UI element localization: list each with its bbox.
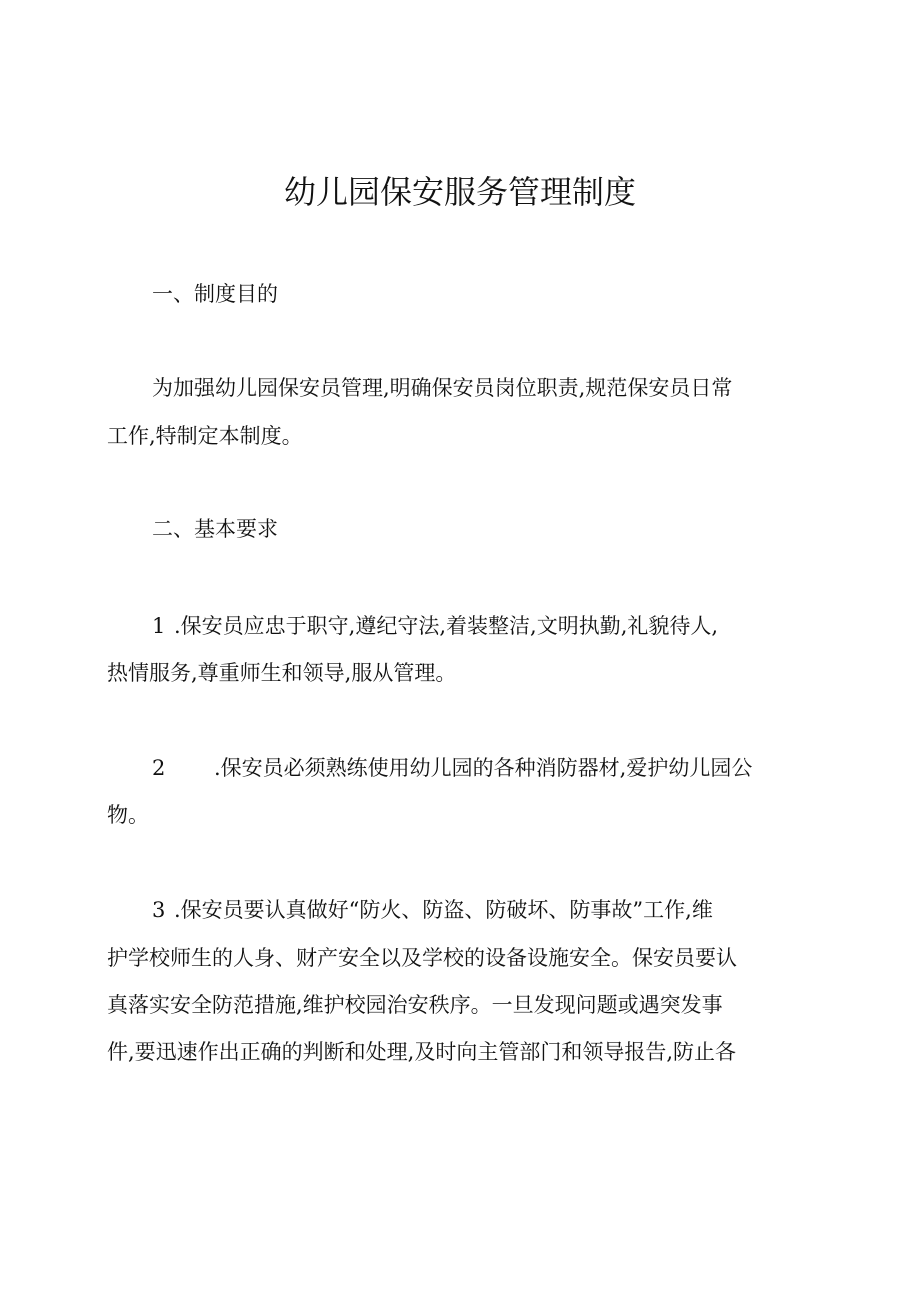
item-line: 热情服务,尊重师生和领导,服从管理。 [107,661,457,685]
item-line: 物。 [107,803,149,827]
item-line: 真落实安全防范措施,维护校园治安秩序。一旦发现问题或遇突发事 [107,993,723,1017]
item-line: .保安员要认真做好“防火、防盗、防破坏、防事故”工作,维 [174,898,713,922]
item-line: .保安员必须熟练使用幼儿园的各种消防器材,爱护幼儿园公 [214,756,753,780]
document-title: 幼儿园保安服务管理制度 [283,173,636,211]
item-line: 件,要迅速作出正确的判断和处理,及时向主管部门和领导报告,防止各 [107,1040,737,1064]
item-line: 护学校师生的人身、财产安全以及学校的设备设施安全。保安员要认 [107,946,737,970]
section-heading-purpose: 一、制度目的 [152,282,278,306]
paragraph-line: 为加强幼儿园保安员管理,明确保安员岗位职责,规范保安员日常 [152,376,733,400]
item-number: 1 [152,614,166,638]
paragraph-line: 工作,特制定本制度。 [107,424,303,448]
item-number: 3 [152,898,166,922]
item-line: .保安员应忠于职守,遵纪守法,着装整洁,文明执勤,礼貌待人, [174,614,719,638]
item-number: 2 [152,756,166,780]
section-heading-requirements: 二、基本要求 [152,517,278,541]
